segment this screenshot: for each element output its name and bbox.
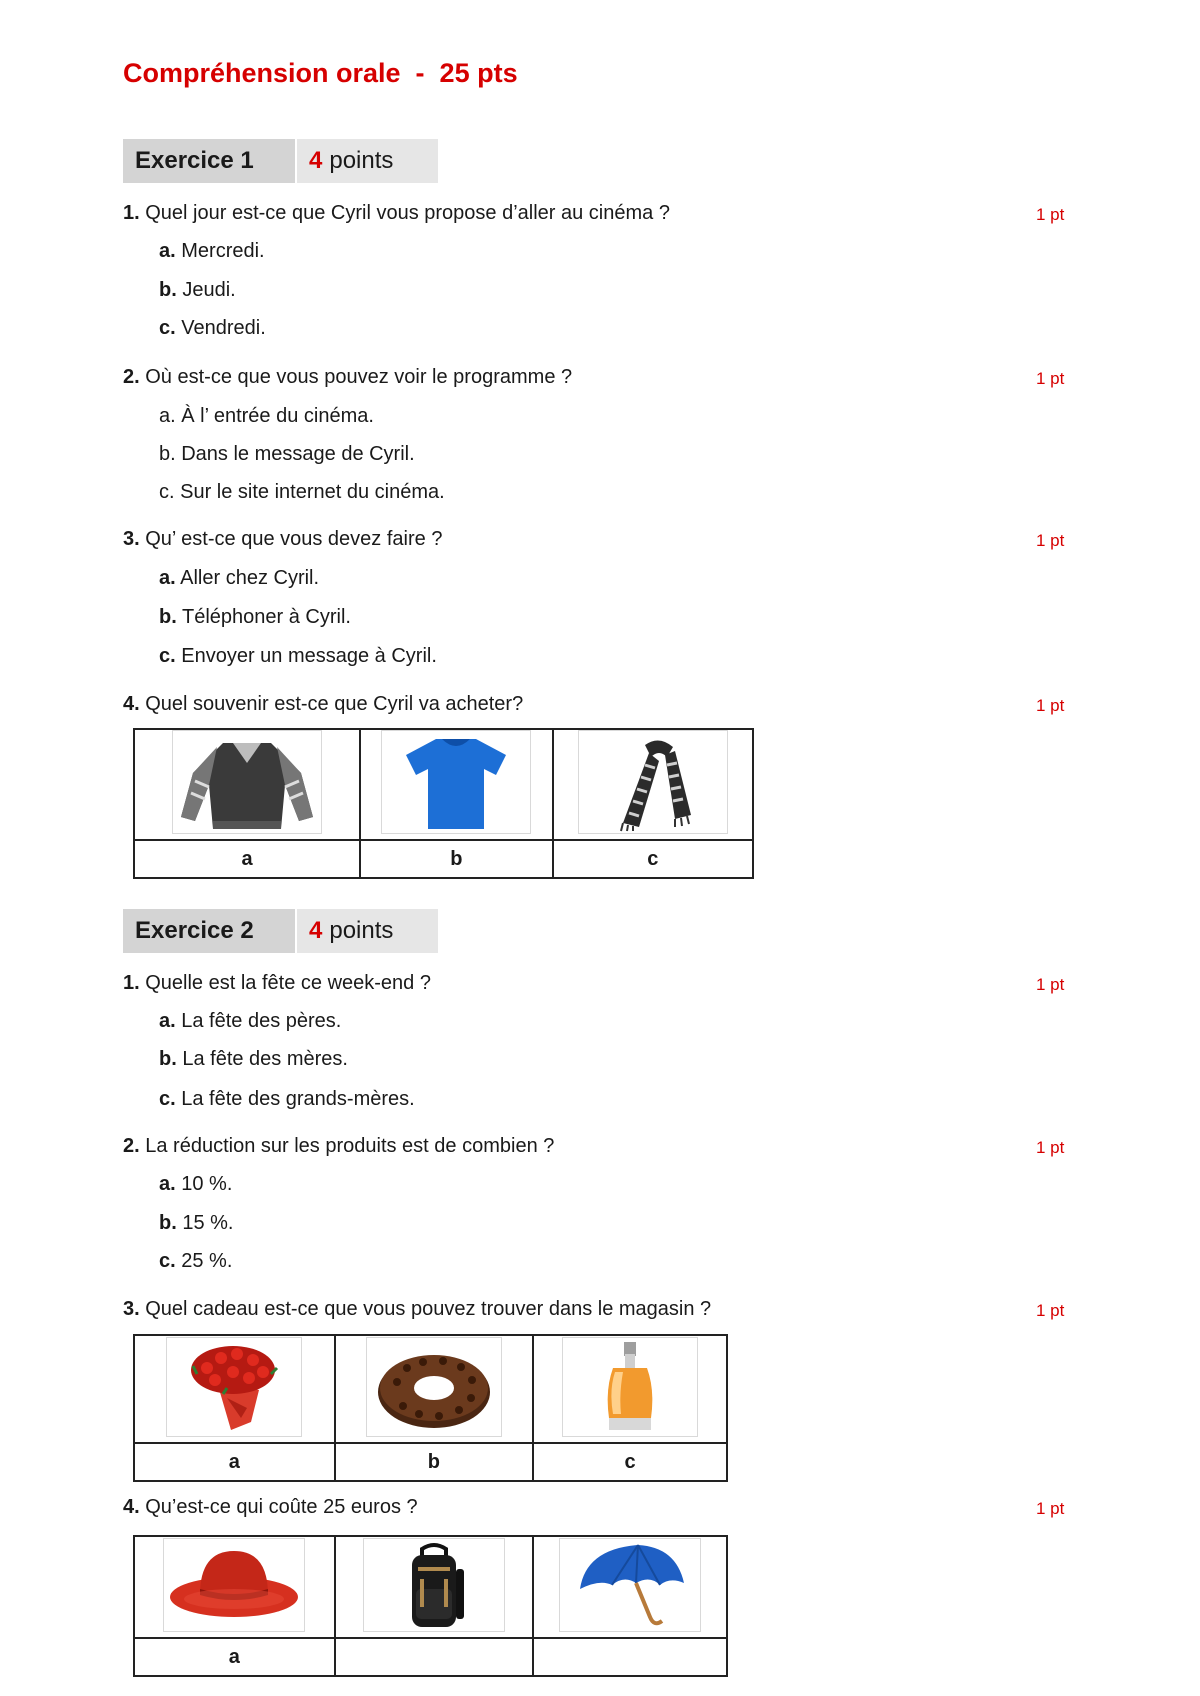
question-2-2: 2. La réduction sur les produits est de combien ?: [123, 1135, 555, 1157]
choice-label: b: [360, 840, 553, 878]
question-2-1: 1. Quelle est la fête ce week-end ?: [123, 972, 431, 994]
question-points: 1 pt: [1036, 369, 1065, 388]
image-choice-table: [133, 728, 754, 879]
option-c: c. Envoyer un message à Cyril.: [159, 645, 437, 667]
question-1-2: 2. Où est-ce que vous pouvez voir le programme ?: [123, 366, 573, 388]
choice-cell[interactable]: [335, 1536, 534, 1638]
image-choice-table: [133, 1535, 728, 1677]
option-c: c. La fête des grands-mères.: [159, 1088, 415, 1110]
choice-label: a: [134, 1443, 335, 1481]
choice-cell[interactable]: [533, 1335, 727, 1443]
option-a: a. Mercredi.: [159, 240, 265, 262]
exercise-1-points: [297, 139, 438, 183]
points-word: points: [329, 917, 394, 944]
choice-label: a: [134, 840, 360, 878]
choice-cell[interactable]: [134, 1536, 335, 1638]
question-2-3: 3. Quel cadeau est-ce que vous pouvez trouver dans le magasin ?: [123, 1298, 712, 1320]
cake-icon: [366, 1337, 502, 1437]
points-number: 4: [309, 147, 323, 174]
question-1-1: 1. Quel jour est-ce que Cyril vous propose d’aller au cinéma ?: [123, 202, 670, 224]
bouquet-icon: [166, 1337, 302, 1437]
exercise-1-header: [123, 139, 438, 183]
question-2-4: 4. Qu’est-ce qui coûte 25 euros ?: [123, 1496, 418, 1518]
question-points: 1 pt: [1036, 1301, 1065, 1320]
exercise-2-title: Exercice 2: [123, 909, 295, 953]
points-word: points: [329, 147, 394, 174]
option-a: a. Aller chez Cyril.: [159, 567, 320, 589]
choice-label: [533, 1638, 727, 1676]
choice-label: c: [533, 1443, 727, 1481]
option-a: a. 10 %.: [159, 1173, 233, 1195]
exercise-2-points: [297, 909, 438, 953]
question-points: 1 pt: [1036, 531, 1065, 550]
exercise-1-title: Exercice 1: [123, 139, 295, 183]
option-c: c. 25 %.: [159, 1250, 233, 1272]
question-1-3: 3. Qu’ est-ce que vous devez faire ?: [123, 528, 443, 550]
tshirt-icon: [381, 730, 531, 834]
choice-cell[interactable]: [533, 1536, 727, 1638]
exercise-2-header: [123, 909, 438, 953]
choice-cell[interactable]: [360, 729, 553, 840]
sweater-icon: [172, 730, 322, 834]
choice-cell[interactable]: [335, 1335, 534, 1443]
choice-label: [335, 1638, 534, 1676]
choice-label: b: [335, 1443, 534, 1481]
umbrella-icon: [559, 1538, 701, 1632]
option-b: b. La fête des mères.: [159, 1048, 348, 1070]
option-b: b. Jeudi.: [159, 279, 236, 301]
question-points: 1 pt: [1036, 205, 1065, 224]
page-title: Compréhension orale - 25 pts: [123, 58, 518, 88]
choice-cell[interactable]: [134, 1335, 335, 1443]
scarf-icon: [578, 730, 728, 834]
option-c: c. Sur le site internet du cinéma.: [159, 481, 445, 503]
option-c: c. Vendredi.: [159, 317, 266, 339]
perfume-icon: [562, 1337, 698, 1437]
question-points: 1 pt: [1036, 975, 1065, 994]
image-choice-table: [133, 1334, 728, 1482]
hat-icon: [163, 1538, 305, 1632]
choice-cell[interactable]: [134, 729, 360, 840]
backpack-icon: [363, 1538, 505, 1632]
option-b: b. Dans le message de Cyril.: [159, 443, 415, 465]
question-points: 1 pt: [1036, 1499, 1065, 1518]
choice-label: a: [134, 1638, 335, 1676]
option-a: a. À l’ entrée du cinéma.: [159, 405, 374, 427]
question-points: 1 pt: [1036, 696, 1065, 715]
question-points: 1 pt: [1036, 1138, 1065, 1157]
choice-cell[interactable]: [553, 729, 753, 840]
choice-label: c: [553, 840, 753, 878]
option-b: b. 15 %.: [159, 1212, 234, 1234]
question-1-4: 4. Quel souvenir est-ce que Cyril va acheter?: [123, 693, 524, 715]
option-b: b. Téléphoner à Cyril.: [159, 606, 351, 628]
option-a: a. La fête des pères.: [159, 1010, 342, 1032]
points-number: 4: [309, 917, 323, 944]
